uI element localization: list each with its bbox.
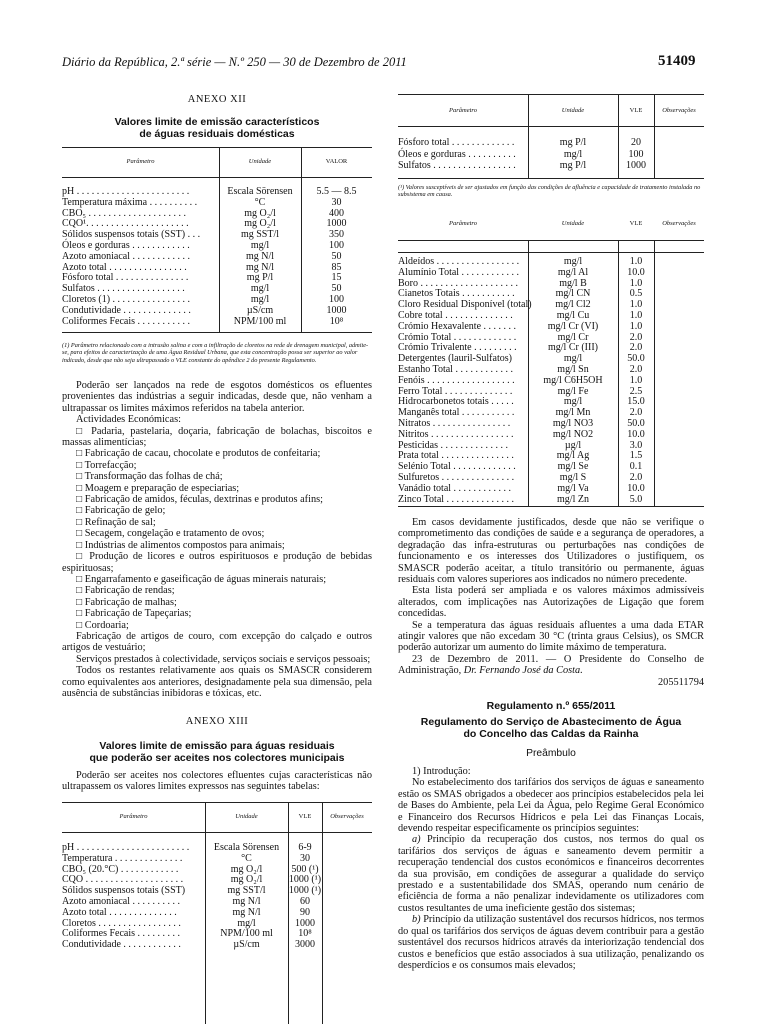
cell-valor: 15: [331, 272, 342, 284]
annex-xii-text: [62, 380, 372, 699]
cell-parametro: Óleos e gorduras . . . . . . . . . .: [398, 148, 516, 160]
cell-parametro: Azoto total . . . . . . . . . . . . . . . .: [62, 261, 187, 273]
col-header-unidade-xiii: Unidade: [235, 813, 258, 820]
annex-xii-note: (1) Parâmetro relacionado com a intrusão salina e com a infiltração de cloretos na rede de drenagem municipal, admite-se, para efeitos de caracterização de uma Água Residual Urbana, que esta concentração possa ser superior ao valor indicado, desde que não seja ultrapassado o VLE constante do apêndice 2 do presente Regulamento.: [62, 342, 369, 364]
cell-parametro: Boro . . . . . . . . . . . . . . . . . . . .: [398, 277, 518, 289]
cell-parametro: Fósforo total . . . . . . . . . . . . .: [398, 137, 515, 148]
cell-vle: 2.0: [629, 407, 643, 419]
cell-parametro: Sólidos suspensos totais (SST): [62, 885, 186, 897]
cell-parametro: Temperatura máxima . . . . . . . . . .: [62, 196, 198, 208]
cell-parametro: Hidrocarbonetos totais . . . . .: [398, 396, 514, 408]
cell-vle: 0.1: [629, 461, 643, 473]
cell-unidade: mg N/l: [232, 896, 261, 907]
cell-unidade: °C: [254, 196, 266, 208]
cell-parametro: Sulfatos . . . . . . . . . . . . . . . . . .: [62, 283, 185, 295]
cell-unidade: mg N/l: [245, 261, 275, 273]
list-item: □ Fabricação de cacau, chocolate e produtos de confeitaria;: [76, 448, 321, 460]
paragraph-todos: Todos os restantes relativamente aos quais os SMASCR considerem como equivalentes aos anteriores, designadamente pela sua dimensão, pela ausência de substâncias inibidoras e tóxicas, etc.: [62, 665, 372, 699]
list-item: □ Refinação de sal;: [76, 516, 156, 528]
annex-xii-label: ANEXO XII: [187, 94, 247, 105]
t2-col-header-vle: VLE: [629, 220, 643, 227]
cell-unidade: mg/l: [250, 240, 270, 251]
cell-vle: 0.5: [629, 288, 643, 300]
t1-col-header-vle: VLE: [629, 107, 643, 114]
paragraph-servicos: Serviços prestados à colectividade, serviços sociais e serviços pessoais;: [76, 653, 371, 665]
cell-unidade: mg/l Cl2: [555, 299, 591, 311]
list-item: □ Fabricação de malhas;: [76, 596, 177, 608]
cell-vle: 2.0: [629, 342, 643, 354]
list-item: □ Torrefacção;: [76, 459, 137, 471]
cell-vle: 3.0: [629, 439, 643, 451]
cell-parametro: Estanho Total . . . . . . . . . . . .: [398, 364, 513, 375]
cell-unidade: mg/l Cr: [557, 331, 589, 343]
regulation-title: [398, 716, 704, 740]
cell-vle: 20: [631, 137, 641, 148]
cell-valor: 350: [329, 229, 344, 241]
cell-unidade: mg P/l: [559, 137, 587, 148]
cell-parametro: Crómio Total . . . . . . . . . . . . .: [398, 331, 517, 343]
cell-vle: 60: [300, 896, 310, 907]
cell-parametro: Temperatura . . . . . . . . . . . . . .: [62, 852, 183, 864]
list-item: □ Fabricação de Tapeçarias;: [76, 608, 192, 620]
cell-vle: 1.0: [629, 299, 643, 311]
paragraph-signature: [398, 654, 704, 677]
t2-col-header-observacoes: Observações: [662, 220, 696, 227]
signature-name: Dr. Fernando José da Costa.: [463, 665, 583, 677]
cell-parametro: Ferro Total . . . . . . . . . . . . . .: [398, 385, 513, 397]
cell-vle: 6-9: [298, 842, 312, 853]
annex-xiii-title-line2: que poderão ser aceites nos colectores municipais: [89, 752, 345, 764]
cell-unidade: mg P/l: [246, 272, 274, 284]
cell-valor: 50: [331, 283, 342, 295]
cell-unidade: mg/l: [250, 294, 270, 305]
preamble-text: [398, 766, 704, 971]
cell-parametro: Crómio Trivalente . . . . . . . . .: [398, 342, 517, 354]
cell-parametro: CBO₅ (20.°C) . . . . . . . . . . . .: [62, 863, 179, 875]
cell-valor: 10⁸: [329, 315, 344, 327]
list-item: □ Produção de licores e outros espirituosos e produção de bebidas espirituosas;: [62, 551, 372, 574]
cell-parametro: Nitratos . . . . . . . . . . . . . . . .: [398, 418, 511, 429]
annex-xii-title: [62, 116, 372, 140]
principle-b-marker: b): [412, 914, 424, 926]
cell-unidade: µg/l: [564, 439, 582, 451]
cell-parametro: Condutividade . . . . . . . . . . . . . .: [62, 304, 191, 316]
cell-unidade: mg/l Fe: [557, 385, 589, 397]
cell-unidade: mg/l C6H5OH: [543, 374, 603, 386]
cell-parametro: Azoto total . . . . . . . . . . . . . .: [62, 906, 177, 918]
cell-parametro: Fósforo total . . . . . . . . . . . . . . .: [62, 272, 189, 284]
activities-list: [62, 426, 372, 631]
cell-unidade: mg O₂/l: [230, 874, 263, 886]
cell-parametro: Manganês total . . . . . . . . . . .: [398, 407, 515, 419]
annex-xiii-title-line1: Valores limite de emissão para águas residuais: [99, 740, 335, 752]
cell-unidade: mg/l Cr (III): [548, 342, 598, 354]
cell-parametro: Detergentes (lauril-Sulfatos): [398, 353, 512, 365]
list-item: □ Fabricação de amidos, féculas, dextrinas e produtos afins;: [76, 494, 323, 506]
cell-unidade: mg/l Al: [557, 266, 589, 278]
cell-vle: 2.0: [629, 364, 643, 375]
col-header-valor: VALOR: [325, 158, 348, 165]
cell-parametro: Nitritos . . . . . . . . . . . . . . . . .: [398, 428, 514, 440]
cell-unidade: Escala Sörensen: [227, 186, 293, 197]
cell-vle: 50.0: [627, 418, 645, 429]
list-item: □ Engarrafamento e gaseificação de águas minerais naturais;: [76, 573, 327, 585]
cell-unidade: mg/l: [563, 256, 583, 267]
cell-vle: 1.5: [629, 450, 643, 462]
cell-unidade: mg O₂/l: [244, 207, 276, 219]
annex-xiii-intro: Poderão ser aceites nos colectores efluentes cujas características não ultrapassem os valores limites expressos nas seguintes tabelas:: [62, 770, 372, 793]
cell-valor: 85: [331, 261, 342, 273]
cell-parametro: Crómio Hexavalente . . . . . . .: [398, 320, 517, 332]
cell-vle: 1.0: [629, 374, 643, 386]
cell-unidade: mg O₂/l: [230, 863, 263, 875]
cell-parametro: Cloretos . . . . . . . . . . . . . . . . .: [62, 917, 181, 929]
annex-xii-title-line2: de águas residuais domésticas: [139, 128, 295, 140]
cell-unidade: mg SST/l: [240, 229, 280, 241]
cell-parametro: Pesticidas . . . . . . . . . . . . . .: [398, 439, 508, 451]
cell-unidade: mg/l NO3: [552, 418, 594, 429]
annex-xiii-intro-block: [62, 770, 372, 793]
cell-parametro: Condutividade . . . . . . . . . . . .: [62, 939, 181, 951]
cell-vle: 2.5: [629, 385, 643, 397]
cell-vle: 10.0: [627, 482, 645, 494]
cell-valor: 50: [331, 250, 342, 262]
cell-parametro: pH . . . . . . . . . . . . . . . . . . . . . . .: [62, 186, 190, 197]
cell-vle: 1.0: [629, 320, 643, 332]
cell-parametro: Óleos e gorduras . . . . . . . . . . . .: [62, 240, 190, 251]
cell-unidade: mg/l Cr (VI): [547, 320, 599, 332]
intro-label: 1) Introdução:: [412, 766, 471, 777]
cell-vle: 10.0: [627, 428, 645, 440]
cell-parametro: Aldeídos . . . . . . . . . . . . . . . . .: [398, 256, 520, 267]
t2-col-header-unidade: Unidade: [561, 220, 585, 227]
cell-unidade: mg/l: [563, 353, 583, 365]
t2-col-header-parametro: Parâmetro: [449, 220, 477, 227]
cell-unidade: mg/l Mn: [555, 407, 591, 419]
cell-parametro: Alumínio Total . . . . . . . . . . . .: [398, 266, 520, 278]
paragraph-fabricacao: Fabricação de artigos de couro, com excepção do calçado e outros artigos de vestuário;: [62, 630, 372, 654]
list-item: □ Indústrias de alimentos compostos para animais;: [76, 539, 285, 551]
cell-vle: 1.0: [629, 277, 643, 289]
cell-parametro: Prata total . . . . . . . . . . . . . . .: [398, 450, 514, 462]
cell-valor: 5.5 — 8.5: [316, 186, 357, 197]
cell-vle: 1000 (¹): [288, 885, 322, 897]
list-item: □ Moagem e preparação de especiarias;: [76, 482, 240, 494]
cell-parametro: Sólidos suspensos totais (SST) . . .: [62, 229, 201, 241]
col-header-parametro: Parâmetro: [126, 158, 155, 165]
cell-unidade: mg/l Se: [557, 461, 589, 473]
cell-vle: 10.0: [627, 266, 645, 278]
cell-parametro: Fenóis . . . . . . . . . . . . . . . . . .: [398, 374, 515, 386]
cell-valor: 100: [329, 240, 344, 251]
cell-unidade: °C: [241, 852, 252, 864]
right-text: [398, 517, 704, 688]
cell-unidade: mg/l: [563, 396, 583, 408]
cell-unidade: mg/l: [237, 917, 256, 929]
principle-b-text: Princípio da utilização sustentável dos recursos hídricos, nos termos do qual os tarifários dos serviços de águas devem contribuir para a gestão sustentável dos recursos hídricos através da interiorização tendencial dos custos e benefícios que estão associados à sua utilização, penalizando os desperdícios e os consumos mais elevados;: [398, 914, 704, 971]
cell-unidade: mg N/l: [245, 250, 275, 262]
cell-valor: 1000: [326, 304, 347, 316]
cell-valor: 400: [329, 207, 344, 219]
cell-parametro: Coliformes Fecais . . . . . . . . .: [62, 928, 181, 940]
regulation-title-line1: Regulamento do Serviço de Abastecimento de Água: [420, 716, 682, 728]
cell-vle: 2.0: [629, 331, 643, 343]
t1-col-header-parametro: Parâmetro: [449, 107, 477, 114]
cell-valor: 30: [331, 196, 342, 208]
t1-col-header-observacoes: Observações: [662, 107, 696, 114]
col-header-unidade: Unidade: [248, 158, 272, 165]
cell-parametro: Cobre total . . . . . . . . . . . . . .: [398, 310, 513, 321]
cell-unidade: mg/l Cu: [556, 310, 590, 321]
cell-vle: 1.0: [629, 310, 643, 321]
cell-vle: 50.0: [627, 353, 645, 365]
list-item: □ Cordoaria;: [76, 619, 129, 631]
annex-xii-title-line1: Valores limite de emissão característicos: [114, 116, 320, 128]
cell-vle: 5.0: [629, 493, 643, 505]
list-item: □ Transformação das folhas de chá;: [76, 471, 223, 483]
paragraph-lista: Esta lista poderá ser ampliada e os valores máximos admissíveis alterados, com implicações nas Autorizações de Ligação que forem concedidas.: [398, 585, 704, 620]
cell-unidade: mg SST/l: [227, 885, 266, 897]
cell-parametro: Azoto amoniacal . . . . . . . . . . . .: [62, 250, 191, 262]
cell-vle: 30: [300, 852, 310, 864]
cell-unidade: NPM/100 ml: [220, 928, 273, 940]
cell-parametro: Azoto amoniacal . . . . . . . . . .: [62, 896, 181, 907]
cell-unidade: mg/l NO2: [552, 428, 594, 440]
cell-unidade: mg/l Zn: [557, 493, 589, 505]
cell-valor: 1000: [326, 218, 347, 230]
cell-unidade: µS/cm: [246, 304, 274, 316]
cell-unidade: mg P/l: [559, 160, 587, 171]
cell-vle: 1000 (¹): [288, 874, 322, 886]
principle-a: [398, 834, 704, 914]
document-ref: 205511794: [658, 676, 704, 688]
cell-parametro: pH . . . . . . . . . . . . . . . . . . . . . . .: [62, 842, 190, 853]
cell-unidade: mg/l CN: [555, 288, 591, 300]
annex-xiii-label: ANEXO XIII: [185, 716, 249, 727]
col-header-vle-xiii: VLE: [298, 813, 312, 820]
cell-unidade: mg O₂/l: [244, 218, 276, 230]
cell-unidade: NPM/100 ml: [233, 315, 287, 327]
cell-unidade: µS/cm: [233, 939, 260, 951]
cell-parametro: CBO₅ . . . . . . . . . . . . . . . . . . . .: [62, 207, 187, 219]
regulation-label: Regulamento n.º 655/2011: [486, 700, 616, 712]
cell-parametro: Cloro Residual Disponível (total): [398, 299, 532, 311]
journal-header: Diário da República, 2.ª série — N.º 250 — 30 de Dezembro de 2011: [62, 55, 407, 69]
list-item: □ Padaria, pastelaria, doçaria, fabricação de bolachas, biscoitos e massas alimentícias;: [62, 425, 372, 449]
cell-parametro: CQO . . . . . . . . . . . . . . . . . . . .: [62, 874, 184, 886]
cell-parametro: Coliformes Fecais . . . . . . . . . . .: [62, 315, 191, 327]
t1-col-header-unidade: Unidade: [561, 107, 585, 114]
cell-parametro: Cianetos Totais . . . . . . . . . . .: [398, 288, 515, 300]
activities-label: Actividades Económicas:: [76, 414, 181, 426]
cell-vle: 1.0: [629, 256, 643, 267]
annex-xii-intro: Poderão ser lançados na rede de esgotos domésticos os efluentes provenientes das indústrias a seguir indicadas, desde que, não venham a ultrapassar os limites máximos referidos na tabela anterior.: [62, 380, 372, 414]
cell-unidade: mg/l B: [559, 277, 587, 289]
cell-vle: 10⁸: [298, 928, 312, 940]
col-header-parametro-xiii: Parâmetro: [119, 813, 148, 820]
page-number: 51409: [658, 53, 696, 69]
cell-unidade: Escala Sörensen: [213, 842, 280, 853]
cell-unidade: mg N/l: [232, 906, 261, 918]
paragraph-casos: Em casos devidamente justificados, desde que não se verifique o comprometimento das condições de saúde e a segurança de operadores, a degradação das infra-estruturas ou perturbações nas condições de funcionamento e os interesses dos Utilizadores o justifiquem, os SMASCR poderão aceitar, a título transitório ou permanente, águas residuais com valores superiores aos indicados no número precedente.: [398, 517, 704, 586]
cell-parametro: Vanádio total . . . . . . . . . . . .: [398, 482, 512, 494]
col-header-observacoes-xiii: Observações: [330, 813, 364, 820]
cell-vle: 500 (¹): [291, 863, 319, 875]
principle-b: [398, 914, 704, 971]
cell-parametro: Sulfuretos . . . . . . . . . . . . . . .: [398, 472, 515, 483]
cell-unidade: mg/l Ag: [556, 450, 590, 462]
cell-unidade: mg/l Sn: [557, 364, 589, 375]
cell-vle: 100: [628, 148, 644, 160]
cell-vle: 90: [300, 906, 310, 918]
cell-parametro: Sulfatos . . . . . . . . . . . . . . . . .: [398, 160, 516, 171]
cell-parametro: Zinco Total . . . . . . . . . . . . . .: [398, 493, 515, 505]
list-item: □ Fabricação de gelo;: [76, 505, 166, 517]
cell-vle: 1000: [626, 160, 646, 171]
regulation-title-line2: do Concelho das Caldas da Rainha: [463, 728, 639, 740]
list-item: □ Fabricação de rendas;: [76, 585, 175, 597]
cell-vle: 3000: [295, 939, 315, 951]
cell-unidade: mg/l: [250, 283, 270, 295]
signature-date: 23 de Dezembro de 2011. — O Presidente do Conselho de Administração,: [398, 653, 704, 677]
cell-valor: 100: [329, 294, 344, 305]
right-table-1-note: (¹) Valores susceptíveis de ser ajustados em função das condições de afluência e capacidade de tratamento instalada no subsistema em causa.: [398, 184, 701, 199]
cell-vle: 2.0: [629, 472, 643, 483]
annex-xiii-title: [62, 740, 372, 764]
intro-paragraph: No estabelecimento dos tarifários dos serviços de águas e saneamento estão os SMAS obrigados a obedecer aos princípios estabelecidos pela lei de Bases do Ambiente, pela Lei da Água, pelo Regime Geral Económico e Financeiro dos Recursos Hídricos e pela Lei das Finanças Locais, devendo respeitar especificamente os princípios seguintes:: [398, 777, 704, 835]
preamble-heading: Preâmbulo: [526, 748, 576, 759]
cell-unidade: mg/l Va: [557, 482, 589, 494]
principle-a-text: Princípio da recuperação dos custos, nos termos do qual os tarifários dos serviços de águas e saneamento devem permitir a recuperação tendencial dos custos económicos e financeiros decorrentes da sua provisão, em condições de assegurar a qualidade do serviço prestado e a sustentabilidade dos SMAS, operando num cenário de eficiência de forma a não penalizar indevidamente os utilizadores com custos resultantes de uma ineficiente gestão dos sistemas;: [398, 834, 705, 914]
paragraph-temperatura: Se a temperatura das águas residuais afluentes a uma dada ETAR atingir valores que não excedam 30 °C (trinta graus Celsius), os SMCR poderão autorizar um aumento do limite máximo de temperatura.: [398, 619, 704, 654]
cell-unidade: mg/l S: [559, 472, 587, 483]
cell-parametro: Selénio Total . . . . . . . . . . . . .: [398, 461, 516, 473]
cell-parametro: CQO¹. . . . . . . . . . . . . . . . . . . . .: [62, 218, 189, 230]
cell-vle: 1000: [295, 917, 315, 929]
principle-a-marker: a): [412, 834, 427, 846]
list-item: □ Secagem, congelação e tratamento de ovos;: [76, 528, 265, 540]
cell-parametro: Cloretos (1) . . . . . . . . . . . . . . . .: [62, 294, 191, 305]
cell-vle: 15.0: [627, 396, 645, 408]
cell-unidade: mg/l: [563, 148, 583, 160]
